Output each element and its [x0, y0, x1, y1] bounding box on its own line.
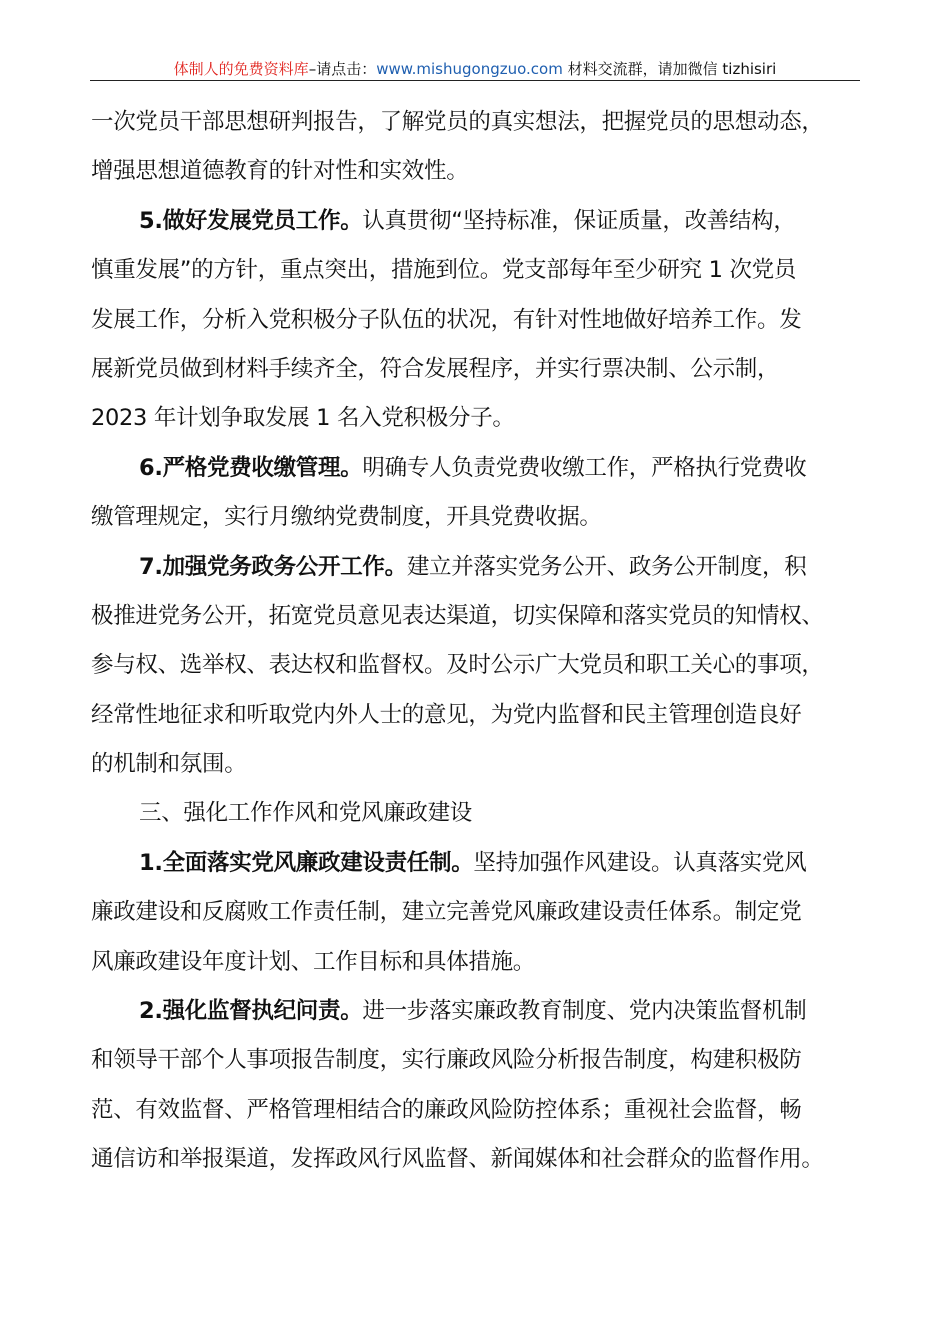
- line-text: 明确专人负责党费收缴工作，严格执行党费收: [362, 454, 807, 481]
- line-text: 慎重发展”的方针，重点突出，措施到位。党支部每年至少研究 1 次党员: [91, 257, 797, 284]
- text-line: [91, 641, 871, 690]
- text-line: [91, 98, 871, 147]
- text-line: [91, 345, 871, 394]
- text-line: [91, 789, 871, 838]
- text-line: [91, 740, 871, 789]
- text-line: [91, 987, 871, 1036]
- site-link[interactable]: www.mishugongzuo.com: [376, 60, 563, 78]
- line-text: 通信访和举报渠道，发挥政风行风监督、新闻媒体和社会群众的监督作用。: [91, 1146, 824, 1173]
- header-tail: 材料交流群，请加微信 tizhisiri: [567, 60, 777, 78]
- line-text: 建立并落实党务公开、政务公开制度，积: [406, 553, 807, 580]
- text-line: [91, 1135, 871, 1184]
- text-line: [91, 444, 871, 493]
- line-text: 缴管理规定，实行月缴纳党费制度，开具党费收据。: [91, 504, 602, 531]
- line-text: 展新党员做到材料手续齐全，符合发展程序，并实行票决制、公示制，: [91, 355, 780, 382]
- line-text: 发展工作，分析入党积极分子队伍的状况，有针对性地做好培养工作。发: [91, 306, 802, 333]
- text-line: [91, 1086, 871, 1135]
- text-line: [91, 296, 871, 345]
- text-line: [91, 1036, 871, 1085]
- line-text: 极推进党务公开，拓宽党员意见表达渠道，切实保障和落实党员的知情权、: [91, 602, 824, 629]
- bold-heading: 7.加强党务政务公开工作。: [139, 553, 407, 580]
- line-text: 三、强化工作作风和党风廉政建设: [139, 800, 473, 827]
- line-text: 进一步落实廉政教育制度、党内决策监督机制: [362, 998, 807, 1025]
- line-text: 增强思想道德教育的针对性和实效性。: [91, 158, 469, 185]
- line-text: 一次党员干部思想研判报告，了解党员的真实想法，把握党员的思想动态，: [91, 109, 824, 135]
- text-line: [91, 543, 871, 592]
- line-text: 2023 年计划争取发展 1 名入党积极分子。: [91, 405, 515, 432]
- line-text: 和领导干部个人事项报告制度，实行廉政风险分析报告制度，构建积极防: [91, 1047, 802, 1074]
- bold-heading: 1.全面落实党风廉政建设责任制。: [139, 849, 474, 876]
- bold-heading: 6.严格党费收缴管理。: [139, 454, 363, 481]
- line-text: 坚持加强作风建设。认真落实党风: [473, 849, 807, 876]
- line-text: 风廉政建设年度计划、工作目标和具体措施。: [91, 948, 536, 975]
- header-prompt: –请点击：: [308, 60, 377, 78]
- document-body: [91, 98, 871, 1185]
- text-line: [91, 938, 871, 987]
- text-line: [91, 394, 871, 443]
- line-text: 廉政建设和反腐败工作责任制，建立完善党风廉政建设责任体系。制定党: [91, 899, 802, 926]
- text-line: [91, 888, 871, 937]
- line-text: 范、有效监督、严格管理相结合的廉政风险防控体系；重视社会监督，畅: [91, 1096, 802, 1123]
- bold-heading: 5.做好发展党员工作。: [139, 207, 363, 234]
- text-line: [91, 592, 871, 641]
- text-line: [91, 839, 871, 888]
- bold-heading: 2.强化监督执纪问责。: [139, 998, 363, 1025]
- text-line: [91, 691, 871, 740]
- text-line: [91, 493, 871, 542]
- site-name: 体制人的免费资料库: [173, 60, 309, 78]
- text-line: [91, 147, 871, 196]
- line-text: 的机制和氛围。: [91, 751, 247, 778]
- text-line: [91, 197, 871, 246]
- line-text: 认真贯彻“坚持标准，保证质量，改善结构，: [362, 207, 796, 234]
- line-text: 参与权、选举权、表达权和监督权。及时公示广大党员和职工关心的事项，: [91, 652, 824, 679]
- line-text: 经常性地征求和听取党内外人士的意见，为党内监督和民主管理创造良好: [91, 701, 802, 728]
- text-line: [91, 246, 871, 295]
- page-header: [90, 58, 860, 81]
